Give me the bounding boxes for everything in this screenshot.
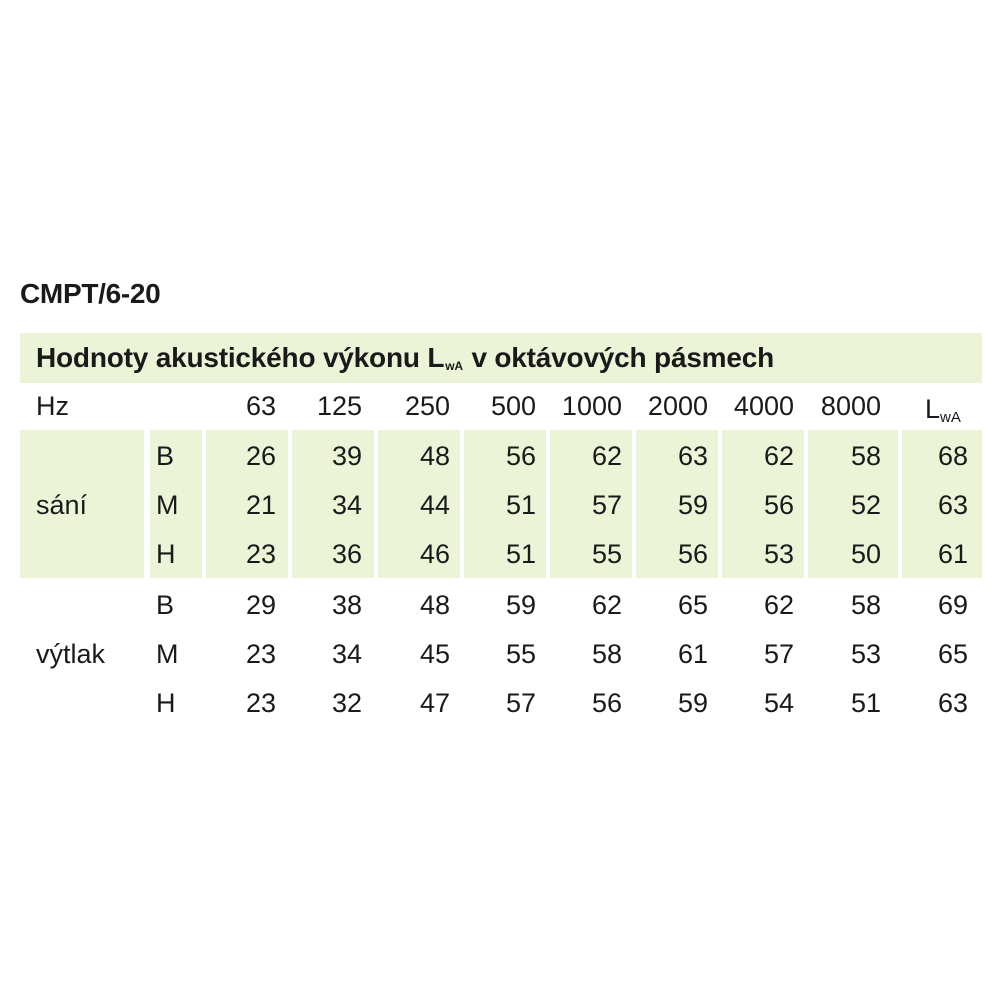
value-cell: 58 (591, 639, 622, 669)
value-cell: 48 (419, 590, 450, 620)
value-cell: 29 (245, 590, 276, 620)
freq-header-500: 500 (490, 391, 536, 421)
value-cell: 34 (331, 490, 362, 520)
value-cell: 21 (245, 490, 276, 520)
value-cell: 62 (763, 441, 794, 471)
value-cell: 46 (419, 539, 450, 569)
value-cell: 36 (331, 539, 362, 569)
value-cell: 59 (505, 590, 536, 620)
value-cell: 34 (331, 639, 362, 669)
title-subscript: wA (445, 359, 463, 373)
value-cell: 59 (677, 490, 708, 520)
value-cell: 23 (245, 539, 276, 569)
title-suffix: v oktávových pásmech (463, 342, 775, 373)
value-cell: 23 (245, 688, 276, 718)
value-cell: 44 (419, 490, 450, 520)
freq-header-4000: 4000 (733, 391, 794, 421)
freq-header-8000: 8000 (820, 391, 881, 421)
table-title (36, 342, 774, 374)
value-cell: 32 (331, 688, 362, 718)
value-cell: 54 (763, 688, 794, 718)
model-title: CMPT/6-20 (20, 278, 161, 309)
total-header-label: L (925, 394, 941, 424)
freq-header-2000: 2000 (647, 391, 708, 421)
level-label: M (156, 639, 179, 669)
table-title-bar (20, 333, 982, 383)
value-cell: 39 (331, 441, 362, 471)
value-cell: 55 (591, 539, 622, 569)
hz-label: Hz (36, 391, 69, 421)
value-cell: 65 (677, 590, 708, 620)
value-cell: 26 (245, 441, 276, 471)
total-value-cell: 65 (937, 639, 968, 669)
total-value-cell: 63 (937, 490, 968, 520)
value-cell: 45 (419, 639, 450, 669)
value-cell: 59 (677, 688, 708, 718)
value-cell: 58 (850, 441, 881, 471)
total-value-cell: 69 (937, 590, 968, 620)
total-header-subscript: wA (940, 409, 961, 426)
level-label: B (156, 590, 175, 620)
value-cell: 23 (245, 639, 276, 669)
total-header (925, 394, 961, 426)
value-cell: 62 (763, 590, 794, 620)
value-cell: 58 (850, 590, 881, 620)
value-cell: 62 (591, 441, 622, 471)
value-cell: 47 (419, 688, 450, 718)
value-cell: 51 (505, 490, 536, 520)
total-value-cell: 61 (937, 539, 968, 569)
value-cell: 53 (850, 639, 881, 669)
title-prefix: Hodnoty akustického výkonu L (36, 342, 445, 373)
value-cell: 55 (505, 639, 536, 669)
total-value-cell: 63 (937, 688, 968, 718)
value-cell: 63 (677, 441, 708, 471)
freq-header-125: 125 (316, 391, 362, 421)
freq-header-63: 63 (245, 391, 276, 421)
value-cell: 56 (763, 490, 794, 520)
group-label: výtlak (36, 639, 106, 669)
total-value-cell: 68 (937, 441, 968, 471)
value-cell: 57 (505, 688, 536, 718)
level-label: H (156, 539, 176, 569)
group-label: sání (36, 490, 88, 520)
value-cell: 56 (677, 539, 708, 569)
value-cell: 38 (331, 590, 362, 620)
level-label: B (156, 441, 175, 471)
value-cell: 52 (850, 490, 881, 520)
value-cell: 61 (677, 639, 708, 669)
value-cell: 48 (419, 441, 450, 471)
value-cell: 56 (591, 688, 622, 718)
value-cell: 51 (850, 688, 881, 718)
level-label: H (156, 688, 176, 718)
value-cell: 57 (591, 490, 622, 520)
freq-header-250: 250 (404, 391, 450, 421)
value-cell: 53 (763, 539, 794, 569)
level-label: M (156, 490, 179, 520)
freq-header-1000: 1000 (561, 391, 622, 421)
value-cell: 57 (763, 639, 794, 669)
value-cell: 62 (591, 590, 622, 620)
value-cell: 50 (850, 539, 881, 569)
value-cell: 51 (505, 539, 536, 569)
value-cell: 56 (505, 441, 536, 471)
